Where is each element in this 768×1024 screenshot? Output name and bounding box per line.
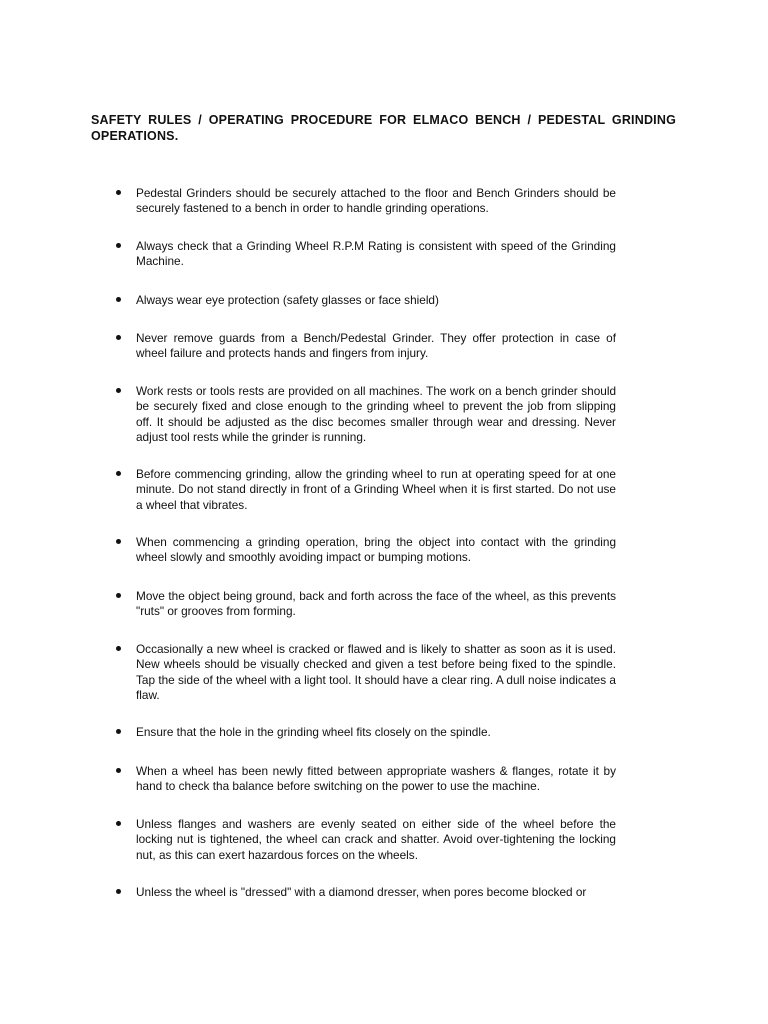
bullet-icon — [116, 729, 121, 734]
rule-text: Pedestal Grinders should be securely attached to the floor and Bench Grinders should be securely fastened to a bench in order to handle grinding operations. — [136, 186, 616, 216]
rule-text: Occasionally a new wheel is cracked or flawed and is likely to shatter as soon as it is used. New wheels should be visually checked and given a test before being fixed to the spindle. Tap the side of the wheel with a light tool. It should have a clear ring. A dull noise indicates a flaw. — [136, 642, 616, 702]
bullet-icon — [116, 593, 121, 598]
rule-text: Never remove guards from a Bench/Pedestal Grinder. They offer protection in case of wheel failure and protects hands and fingers from injury. — [136, 331, 616, 361]
bullet-icon — [116, 768, 121, 773]
bullet-icon — [116, 297, 121, 302]
bullet-icon — [116, 821, 121, 826]
rule-text: Work rests or tools rests are provided on all machines. The work on a bench grinder should be securely fixed and close enough to the grinding wheel to prevent the job from slipping off. It should be adjusted as the disc becomes smaller through wear and dressing. Never adjust tool rests while the grinder is running. — [136, 384, 616, 444]
rule-text: Always wear eye protection (safety glasses or face shield) — [136, 293, 439, 307]
bullet-icon — [116, 889, 121, 894]
bullet-icon — [116, 471, 121, 476]
rule-text: Unless the wheel is "dressed" with a diamond dresser, when pores become blocked or — [136, 885, 587, 899]
bullet-icon — [116, 335, 121, 340]
rule-text: Unless flanges and washers are evenly seated on either side of the wheel before the locking nut is tightened, the wheel can crack and shatter. Avoid over-tightening the locking nut, as this can exert hazardous forces on the wheels. — [136, 817, 616, 862]
document-title: SAFETY RULES / OPERATING PROCEDURE FOR ELMACO BENCH / PEDESTAL GRINDING OPERATIONS. — [91, 113, 676, 143]
rule-text: Always check that a Grinding Wheel R.P.M Rating is consistent with speed of the Grinding Machine. — [136, 239, 616, 269]
bullet-icon — [116, 539, 121, 544]
rule-text: When commencing a grinding operation, bring the object into contact with the grinding wheel slowly and smoothly avoiding impact or bumping motions. — [136, 535, 616, 565]
bullet-icon — [116, 388, 121, 393]
rule-text: Ensure that the hole in the grinding wheel fits closely on the spindle. — [136, 725, 491, 739]
rule-text: When a wheel has been newly fitted between appropriate washers & flanges, rotate it by hand to check tha balance before switching on the power to use the machine. — [136, 764, 616, 794]
rule-text: Move the object being ground, back and forth across the face of the wheel, as this prevents "ruts" or grooves from forming. — [136, 589, 616, 619]
bullet-icon — [116, 243, 121, 248]
rule-text: Before commencing grinding, allow the grinding wheel to run at operating speed for at one minute. Do not stand directly in front of a Grinding Wheel when it is first started. Do not use a wheel that vibrates. — [136, 467, 616, 512]
bullet-icon — [116, 646, 121, 651]
bullet-icon — [116, 190, 121, 195]
